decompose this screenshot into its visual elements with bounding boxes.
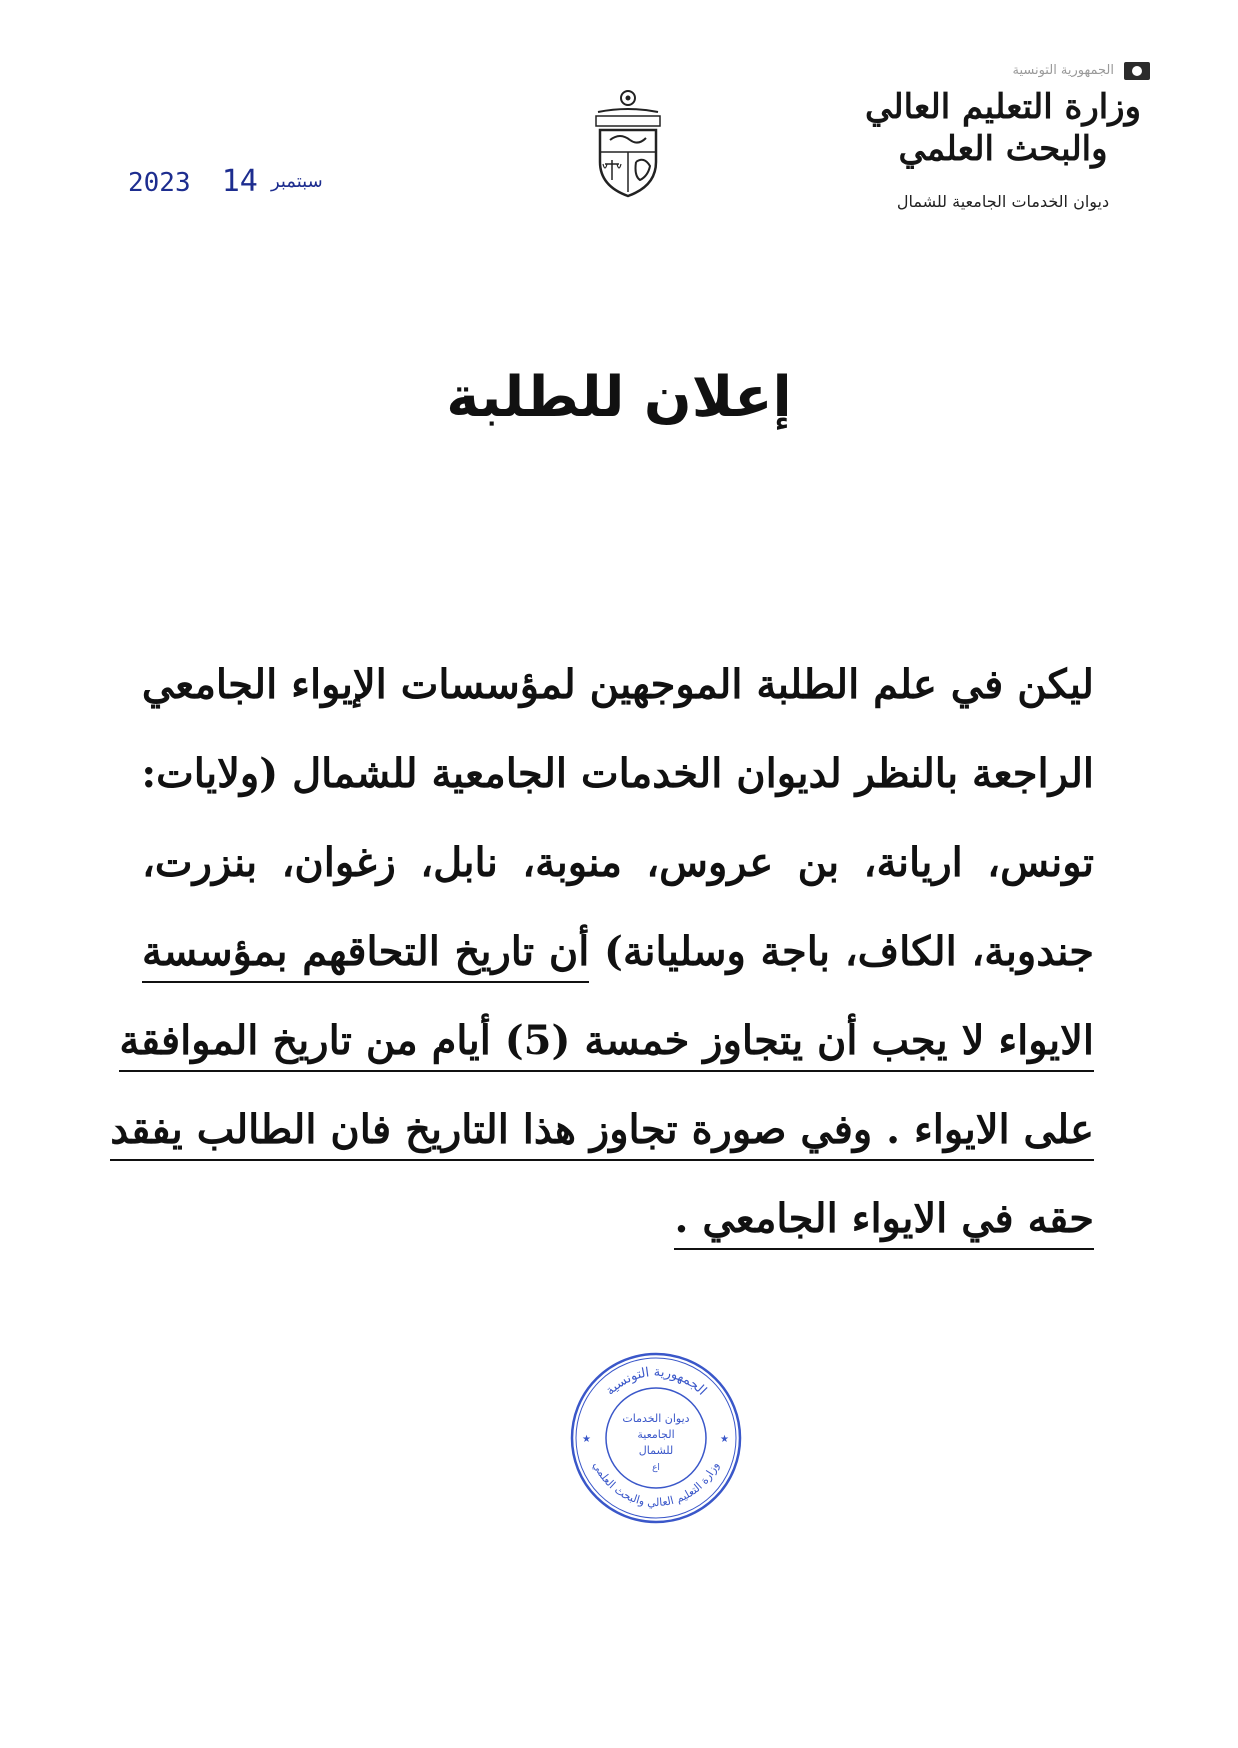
seal-outer-bottom-text: وزارة التعليم العالي والبحث العلمي	[590, 1459, 722, 1510]
announcement-body	[110, 640, 1094, 1263]
republic-line	[838, 62, 1150, 80]
seal-inner-line-2: الجامعية	[637, 1428, 675, 1441]
tunisian-flag-icon	[1124, 62, 1150, 80]
body-line-6	[110, 1085, 1094, 1174]
body-line-5	[119, 996, 1094, 1085]
body-line-1: ليكن في علم الطلبة الموجهين لمؤسسات الإيواء الجامعي	[141, 661, 1094, 708]
body-line-4-underlined: أن تاريخ التحاقهم بمؤسسة	[142, 928, 589, 983]
date-year: 2023	[128, 168, 191, 198]
ministry-name	[838, 86, 1168, 170]
seal-star-right: ★	[720, 1434, 729, 1445]
body-line-6-underlined: على الايواء . وفي صورة تجاوز هذا التاريخ فان الطالب يفقد	[110, 1106, 1094, 1161]
letterhead	[838, 62, 1168, 211]
seal-star-left: ★	[582, 1434, 591, 1445]
body-line-4	[142, 907, 1094, 996]
office-name: ديوان الخدمات الجامعية للشمال	[896, 192, 1110, 211]
body-line-4-plain: جندوبة، الكاف، باجة وسليانة)	[604, 928, 1094, 975]
ministry-line-1: وزارة التعليم العالي	[864, 87, 1142, 127]
body-line-3: تونس، اريانة، بن عروس، منوبة، نابل، زغوان، بنزرت،	[142, 839, 1094, 886]
official-seal	[566, 1348, 746, 1528]
ministry-line-2: والبحث العلمي	[898, 129, 1108, 169]
date-day: 14	[221, 164, 258, 199]
body-line-7-underlined: حقه في الايواء الجامعي .	[674, 1195, 1094, 1250]
republic-text: الجمهورية التونسية	[1012, 63, 1114, 78]
tunisia-coat-of-arms-icon	[588, 88, 668, 200]
date-stamp	[128, 164, 331, 199]
date-month: سبتمبر	[270, 171, 323, 192]
page-title: إعلان للطلبة	[446, 365, 792, 430]
seal-inner-line-1: ديوان الخدمات	[622, 1412, 690, 1425]
seal-outer-top-text: الجمهورية التونسية	[602, 1364, 710, 1399]
seal-inner-line-3: للشمال	[638, 1444, 674, 1457]
body-line-7	[142, 1174, 1094, 1263]
body-line-5-underlined: الايواء لا يجب أن يتجاوز خمسة (5) أيام من تاريخ الموافقة	[119, 1017, 1094, 1072]
body-line-2: الراجعة بالنظر لديوان الخدمات الجامعية للشمال (ولايات:	[141, 750, 1094, 797]
seal-inner-line-4: اع	[652, 1463, 660, 1473]
